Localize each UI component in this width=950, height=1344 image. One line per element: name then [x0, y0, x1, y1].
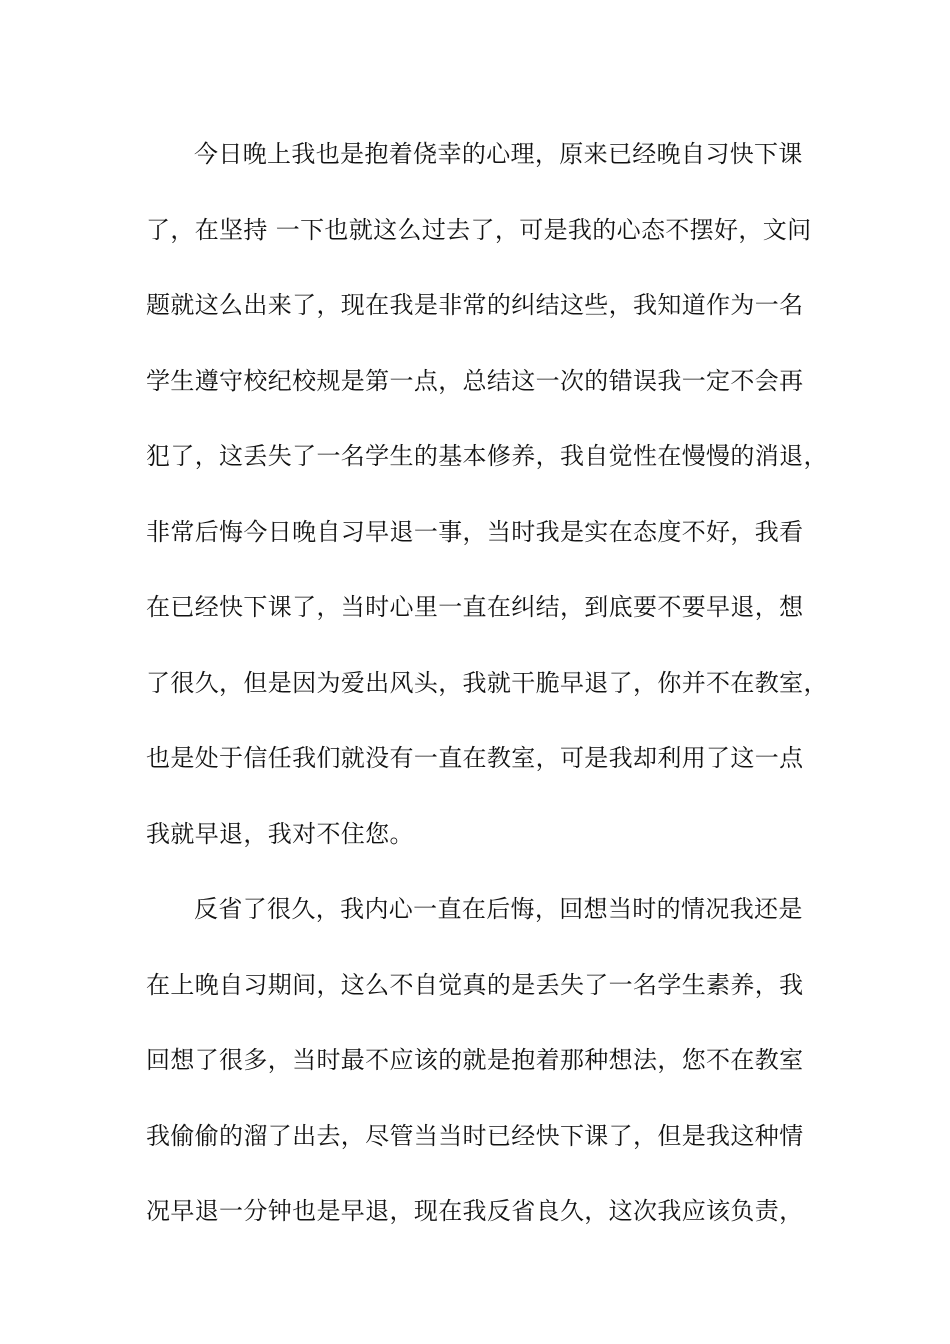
- paragraph-2-line-5: 况早退一分钟也是早退，现在我反省良久，这次我应该负责，: [146, 1197, 804, 1225]
- paragraph-1-line-7: 在已经快下课了，当时心里一直在纠结，到底要不要早退，想: [146, 593, 804, 621]
- document-body: [146, 130, 826, 1263]
- paragraph-1-line-2: 了，在坚持 一下也就这么过去了，可是我的心态不摆好，文问: [146, 215, 812, 244]
- paragraph-1-line-1: 今日晚上我也是抱着侥幸的心理，原来已经晚自习快下课: [194, 140, 803, 168]
- paragraph-2-line-1: 反省了很久，我内心一直在后悔，回想当时的情况我还是: [194, 895, 803, 923]
- paragraph-2-line-4: 我偷偷的溜了出去，尽管当当时已经快下课了，但是我这种情: [146, 1121, 804, 1150]
- paragraph-1-line-4: 学生遵守校纪校规是第一点，总结这一次的错误我一定不会再: [146, 366, 804, 395]
- paragraph-1-line-5: 犯了，这丢失了一名学生的基本修养，我自觉性在慢慢的消退，: [146, 442, 828, 470]
- paragraph-1-line-10: 我就早退，我对不住您。: [146, 819, 414, 848]
- paragraph-1-line-6: 非常后悔今日晚自习早退一事，当时我是实在态度不好，我看: [146, 517, 804, 546]
- paragraph-1-line-8: 了很久，但是因为爱出风头，我就干脆早退了，你并不在教室，: [146, 668, 828, 697]
- paragraph-2-line-2: 在上晚自习期间，这么不自觉真的是丢失了一名学生素养，我: [146, 970, 804, 999]
- paragraph-1-line-9: 也是处于信任我们就没有一直在教室，可是我却利用了这一点: [146, 744, 804, 772]
- paragraph-1-line-3: 题就这么出来了，现在我是非常的纠结这些，我知道作为一名: [146, 291, 804, 319]
- paragraph-2-line-3: 回想了很多，当时最不应该的就是抱着那种想法，您不在教室: [146, 1046, 804, 1074]
